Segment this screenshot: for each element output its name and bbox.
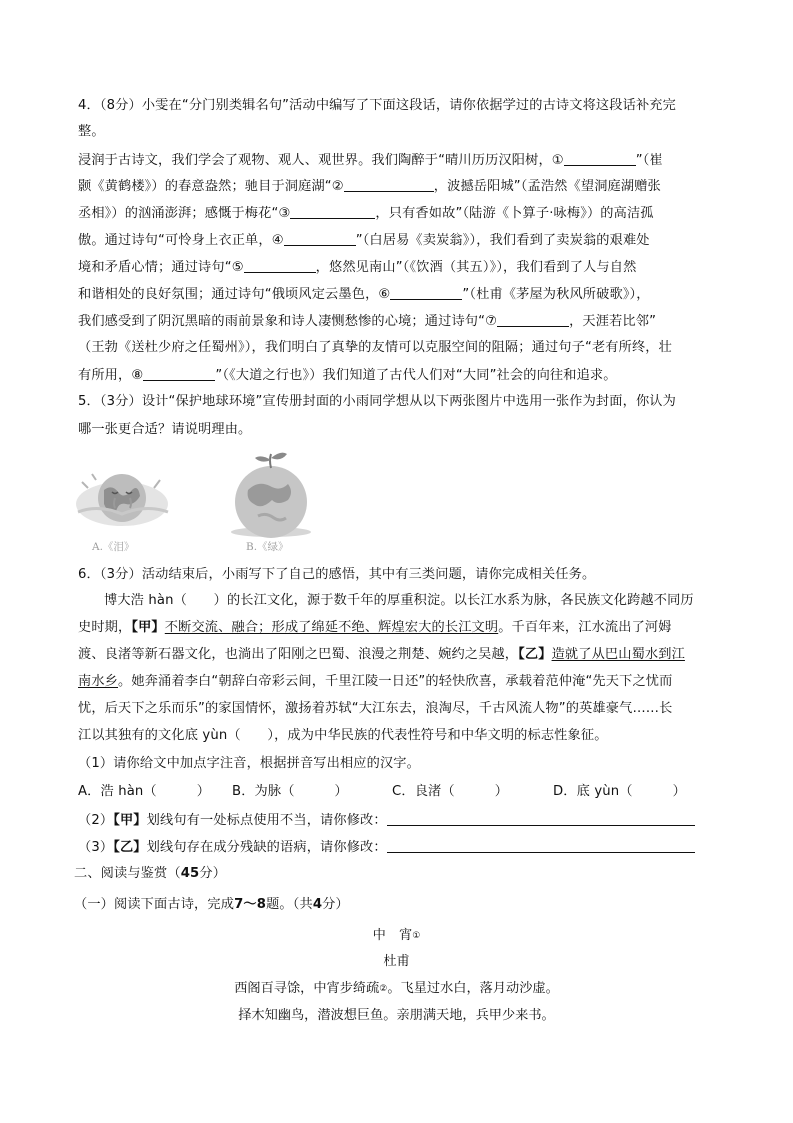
- q6-passage-line-6: 江以其独有的文化底 yùn（ ），成为中华民族的代表性符号和中华文明的标志性象征。: [78, 728, 608, 743]
- image-b-caption: B.《绿》: [246, 541, 289, 553]
- q6-sub2: （2）【甲】划线句有一处标点使用不当，请你修改：: [78, 811, 695, 830]
- image-b-green-earth[interactable]: [218, 450, 324, 540]
- q6-option-c[interactable]: C．良渚（ ）: [392, 784, 509, 799]
- q6-passage-line-2: 史时期，【甲】不断交流、融合；形成了绵延不绝、辉煌宏大的长江文明。千百年来，江水流出了河姆: [78, 620, 672, 635]
- fill-blank-6[interactable]: [390, 285, 462, 300]
- poem-line-2: 择木知幽鸟，潜波想巨鱼。亲朋满天地，兵甲少来书。: [238, 1008, 555, 1023]
- q5-stem-line-1: 5．（3分）设计“保护地球环境”宣传册封面的小雨同学想从以下两张图片中选用一张作为封面，你认为: [78, 394, 676, 409]
- image-a-crying-earth[interactable]: [72, 462, 172, 534]
- fill-blank-8[interactable]: [143, 366, 215, 381]
- q6-passage-line-5: 忧，后天下之乐而乐”的家国情怀，激扬着苏轼“大江东去，浪淘尽，千古风流人物”的英雄豪气……长: [78, 701, 673, 716]
- fill-blank-4[interactable]: [284, 231, 356, 246]
- q4-para-line-1: 浸润于古诗文，我们学会了观物、观人、观世界。我们陶醉于“晴川历历汉阳树，① ”（崔: [78, 153, 663, 168]
- fill-blank-1[interactable]: [564, 151, 636, 166]
- q6-stem: 6．（3分）活动结束后，小雨写下了自己的感悟，其中有三类问题，请你完成相关任务。: [78, 567, 596, 582]
- q4-para-line-6: 和谐相处的良好氛围；通过诗句“俄顷风定云墨色，⑥ ”（杜甫《茅屋为秋风所破歌》），: [78, 287, 650, 302]
- poem-title: 中 宵①: [372, 928, 421, 943]
- fill-blank-5[interactable]: [244, 258, 316, 273]
- q4-stem-line-1: 4．（8分）小雯在“分门别类辑名句”活动中编写了下面这段话，请你依据学过的古诗文将这段话补充完: [78, 98, 676, 113]
- q6-passage-line-3: 渡、良渚等新石器文化，也淌出了阳刚之巴蜀、浪漫之荆楚、婉约之吴越，【乙】造就了从巴山蜀水到江: [78, 647, 685, 662]
- fill-blank-7[interactable]: [497, 312, 569, 327]
- q4-para-line-4: 傲。通过诗句“可怜身上衣正单，④ ”（白居易《卖炭翁》），我们看到了卖炭翁的艰难处: [78, 233, 650, 248]
- q4-para-line-5: 境和矛盾心情；通过诗句“⑤ ，悠然见南山”（《饮酒（其五）》），我们看到了人与自然: [78, 260, 637, 275]
- fill-blank-2[interactable]: [344, 177, 434, 192]
- fill-blank-3[interactable]: [290, 204, 375, 219]
- q4-para-line-9: 有所用，⑧ ”（《大道之行也》）我们知道了古代人们对“大同”社会的向往和追求。: [78, 368, 617, 383]
- q6-passage-line-1: 博大浩 hàn（ ）的长江文化，源于数千年的厚重积淀。以长江水系为脉，各民族文化跨越不同历: [104, 593, 694, 608]
- q4-para-line-8: （王勃《送杜少府之任蜀州》），我们明白了真挚的友情可以克服空间的阻隔；通过句子“老有所终，壮: [78, 340, 672, 355]
- q4-stem-line-2: 整。: [78, 124, 105, 139]
- q4-para-line-3: 丞相》）的汹涌澎湃；感慨于梅花“③ ，只有香如故”（陆游《卜算子·咏梅》）的高洁孤: [78, 206, 654, 221]
- q6-option-b[interactable]: B．为脉（ ）: [232, 784, 348, 799]
- image-a-caption: A.《泪》: [92, 541, 135, 553]
- earth-tears-illustration: [72, 462, 172, 534]
- q4-para-line-2: 颢《黄鹤楼》）的春意盎然；驰目于洞庭湖“② ，波撼岳阳城”（孟浩然《望洞庭湖赠张: [78, 179, 661, 194]
- q4-para-line-7: 我们感受到了阴沉黑暗的雨前景象和诗人凄恻愁惨的心境；通过诗句“⑦ ，天涯若比邻”: [78, 314, 657, 329]
- sub2-answer-line[interactable]: [387, 811, 695, 826]
- section-2-sub-heading: （一）阅读下面古诗，完成7～8题。（共4分）: [74, 897, 349, 912]
- green-earth-illustration: [218, 450, 324, 540]
- q6-option-a[interactable]: A．浩 hàn（ ）: [78, 784, 211, 799]
- poem-line-1: 西阁百寻馀，中宵步绮疏②。飞星过水白，落月动沙虚。: [234, 981, 559, 996]
- q6-passage-line-4: 南水乡。她奔涌着李白“朝辞白帝彩云间，千里江陵一日还”的轻快欣喜，承载着范仲淹“先天下之忧而: [78, 674, 673, 689]
- q6-option-d[interactable]: D．底 yùn（ ）: [553, 784, 686, 799]
- sub3-answer-line[interactable]: [387, 838, 695, 853]
- section-2-heading: 二、阅读与鉴赏（45分）: [74, 866, 227, 881]
- q6-sub3: （3）【乙】划线句存在成分残缺的语病，请你修改：: [78, 838, 695, 857]
- poem-author: 杜甫: [383, 954, 410, 969]
- q6-sub1: （1）请你给文中加点字注音，根据拼音写出相应的汉字。: [78, 756, 420, 771]
- q5-stem-line-2: 哪一张更合适？请说明理由。: [78, 422, 252, 437]
